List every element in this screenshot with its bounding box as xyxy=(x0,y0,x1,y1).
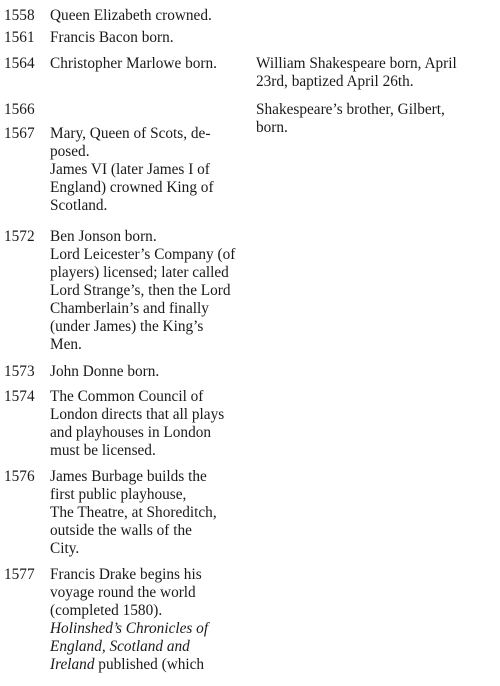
world-event-line: players) licensed; later called xyxy=(50,264,229,281)
chronology-entry xyxy=(4,29,496,55)
chronology-entry xyxy=(4,228,496,363)
book-title-fragment: Ireland xyxy=(50,656,95,673)
book-title-line: Holinshed’s Chronicles of xyxy=(50,620,209,637)
world-event-line: John Donne born. xyxy=(50,363,160,380)
chronology-entry xyxy=(4,7,496,29)
world-event-line: Men. xyxy=(50,336,82,353)
world-events xyxy=(50,363,256,381)
world-events xyxy=(50,29,256,47)
entry-year: 1566 xyxy=(4,101,35,118)
world-events xyxy=(50,7,256,25)
book-title-line: England, Scotland and xyxy=(50,638,190,655)
world-event-line: The Theatre, at Shoreditch, xyxy=(50,504,217,521)
entry-year: 1577 xyxy=(4,566,35,583)
shakespeare-event-line: Shakespeare’s brother, Gilbert, xyxy=(256,101,445,118)
entry-year: 1572 xyxy=(4,228,35,245)
world-event-line: must be licensed. xyxy=(50,442,156,459)
world-event-line: Queen Elizabeth crowned. xyxy=(50,7,212,24)
world-event-line: City. xyxy=(50,540,80,557)
chronology-entry xyxy=(4,468,496,566)
world-event-line: Ben Jonson born. xyxy=(50,228,157,245)
world-event-line: (completed 1580). xyxy=(50,602,163,619)
shakespeare-event-line: born. xyxy=(256,119,288,136)
world-event-line: Scotland. xyxy=(50,197,108,214)
entry-year: 1576 xyxy=(4,468,35,485)
chronology-entry xyxy=(4,566,496,686)
entry-year: 1567 xyxy=(4,125,35,142)
entry-year: 1561 xyxy=(4,29,35,46)
chronology-entry xyxy=(4,388,496,468)
world-event-line: Francis Drake begins his xyxy=(50,566,202,583)
world-event-line: posed. xyxy=(50,143,90,160)
chronology-entry xyxy=(4,363,496,388)
world-event-line: Chamberlain’s and finally xyxy=(50,300,209,317)
entry-year: 1558 xyxy=(4,7,35,24)
shakespeare-events xyxy=(256,101,496,137)
world-events xyxy=(50,566,256,674)
world-event-line: Christopher Marlowe born. xyxy=(50,55,217,72)
shakespeare-event-line: 23rd, baptized April 26th. xyxy=(256,73,414,90)
world-event-line: first public playhouse, xyxy=(50,486,187,503)
world-event-line: James Burbage builds the xyxy=(50,468,207,485)
world-event-line: Francis Bacon born. xyxy=(50,29,174,46)
world-event-line: (under James) the King’s xyxy=(50,318,204,335)
world-event-line: Lord Strange’s, then the Lord xyxy=(50,282,231,299)
world-events xyxy=(50,388,256,460)
world-event-line: The Common Council of xyxy=(50,388,204,405)
world-event-line: and playhouses in London xyxy=(50,424,212,441)
entry-year: 1564 xyxy=(4,55,35,72)
world-event-line: Mary, Queen of Scots, de- xyxy=(50,125,211,142)
chronology-entry xyxy=(4,55,496,101)
world-event-line: James VI (later James I of xyxy=(50,161,210,178)
world-event-line: voyage round the world xyxy=(50,584,196,601)
world-event-line: London directs that all plays xyxy=(50,406,225,423)
shakespeare-events xyxy=(256,55,496,91)
world-event-fragment: published (which xyxy=(94,656,205,673)
world-events xyxy=(50,468,256,558)
chronology-table xyxy=(4,7,496,686)
world-events xyxy=(50,55,256,73)
world-event-line: outside the walls of the xyxy=(50,522,192,539)
chronology-entry xyxy=(4,125,496,228)
entry-year: 1574 xyxy=(4,388,35,405)
world-events xyxy=(50,228,256,354)
world-event-line: England) crowned King of xyxy=(50,179,214,196)
world-event-line: Lord Leicester’s Company (of xyxy=(50,246,236,263)
world-event-line xyxy=(50,656,256,674)
shakespeare-event-line: William Shakespeare born, April xyxy=(256,55,457,72)
world-events xyxy=(50,125,256,215)
entry-year: 1573 xyxy=(4,363,35,380)
